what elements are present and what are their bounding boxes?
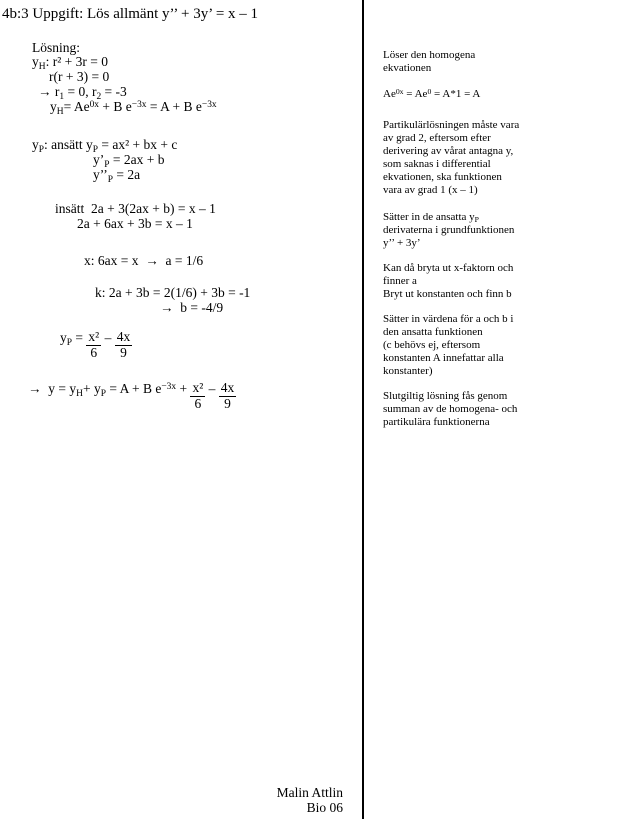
note-line: partikulära funktionerna (383, 416, 490, 428)
math-line: $y_P$: ansätt $y_P = ax^2$ + bx + c (32, 137, 178, 155)
note-line: konstanten A innefattar alla (383, 352, 504, 364)
math-line: insätt 2a + 3(2ax + b) = x – 1 (55, 201, 216, 216)
math-line: k: 2a + 3b = 2(1/6) + 3b = -1 (95, 285, 251, 300)
note-line: derivaterna i grundfunktionen (383, 224, 515, 236)
note-line: $Ae^{0x} = Ae^0 = A*1 = A$ (383, 86, 481, 100)
math-line: $y_P$ = $\frac{\text{x²}}{6}$ – $\frac{4x}{9}$ (60, 329, 131, 360)
fraction: $\frac{4x}{9}$ (220, 380, 235, 411)
footer-class: Bio 06 (306, 800, 343, 815)
math-line: → $y = y_H+ y_P = A + B$ $e^{-3x}$ + $\frac{\text{x²}}{6}$ – $\frac{4x}{9}$ (28, 380, 235, 411)
math-line: → b = -4/9 (160, 300, 224, 315)
note-line: summan av de homogena- och (383, 403, 518, 415)
note-line: finner a (383, 275, 417, 287)
column-divider-line (362, 0, 364, 819)
note-line: derivering av vårat antagna y, (383, 145, 514, 157)
footer (150, 785, 343, 815)
note-line: Partikulärlösningen måste vara (383, 119, 520, 131)
math-line: 2a + 6ax + 3b = x – 1 (77, 216, 193, 231)
note-line: (c behövs ej, eftersom (383, 339, 481, 351)
note-line: Kan då bryta ut x-faktorn och (383, 262, 514, 274)
footer-author: Malin Attlin (276, 785, 343, 800)
fraction: $\frac{\text{x²}}{6}$ (192, 380, 204, 411)
page-title: 4b:3 Uppgift: Lös allmänt y’’ + 3y’ = x – 1 (2, 6, 259, 22)
math-line: $y’_P = 2ax + b$ (93, 152, 165, 170)
note-line: y’’ + 3y’ (383, 237, 421, 249)
note-line: ekvationen, ska funktionen (383, 171, 502, 183)
note-line: ekvationen (383, 62, 432, 74)
note-line: Löser den homogena (383, 49, 476, 61)
note-line: konstanter) (383, 365, 433, 377)
note-line: som saknas i differential (383, 158, 491, 170)
math-line: $y’’_P = 2a$ (93, 167, 141, 185)
math-line: $y_H= Ae^{0x} + B$ $e^{-3x} = A + B$ $e^{-3x}$ (50, 99, 217, 117)
note-line: Slutgiltig lösning fås genom (383, 390, 508, 402)
note-line: vara av grad 1 (x – 1) (383, 184, 478, 196)
math-line: r(r + 3) = 0 (49, 69, 110, 84)
math-line: $y_H$: r² + 3r = 0 (32, 54, 108, 72)
note-line: Sätter in värdena för a och b i (383, 313, 514, 325)
note-line: Sätter in de ansatta $y_P$ (383, 211, 479, 225)
math-line: x: 6ax = x → a = 1/6 (84, 253, 204, 268)
fraction: $\frac{4x}{9}$ (116, 329, 131, 360)
math-line: Lösning: (32, 40, 81, 55)
math-line: → $r_1 = 0$, $r_2 = -3$ (38, 84, 127, 102)
fraction: $\frac{\text{x²}}{6}$ (88, 329, 100, 360)
note-line: av grad 2, eftersom efter (383, 132, 491, 144)
note-line: Bryt ut konstanten och finn b (383, 288, 512, 300)
note-line: den ansatta funktionen (383, 326, 483, 338)
